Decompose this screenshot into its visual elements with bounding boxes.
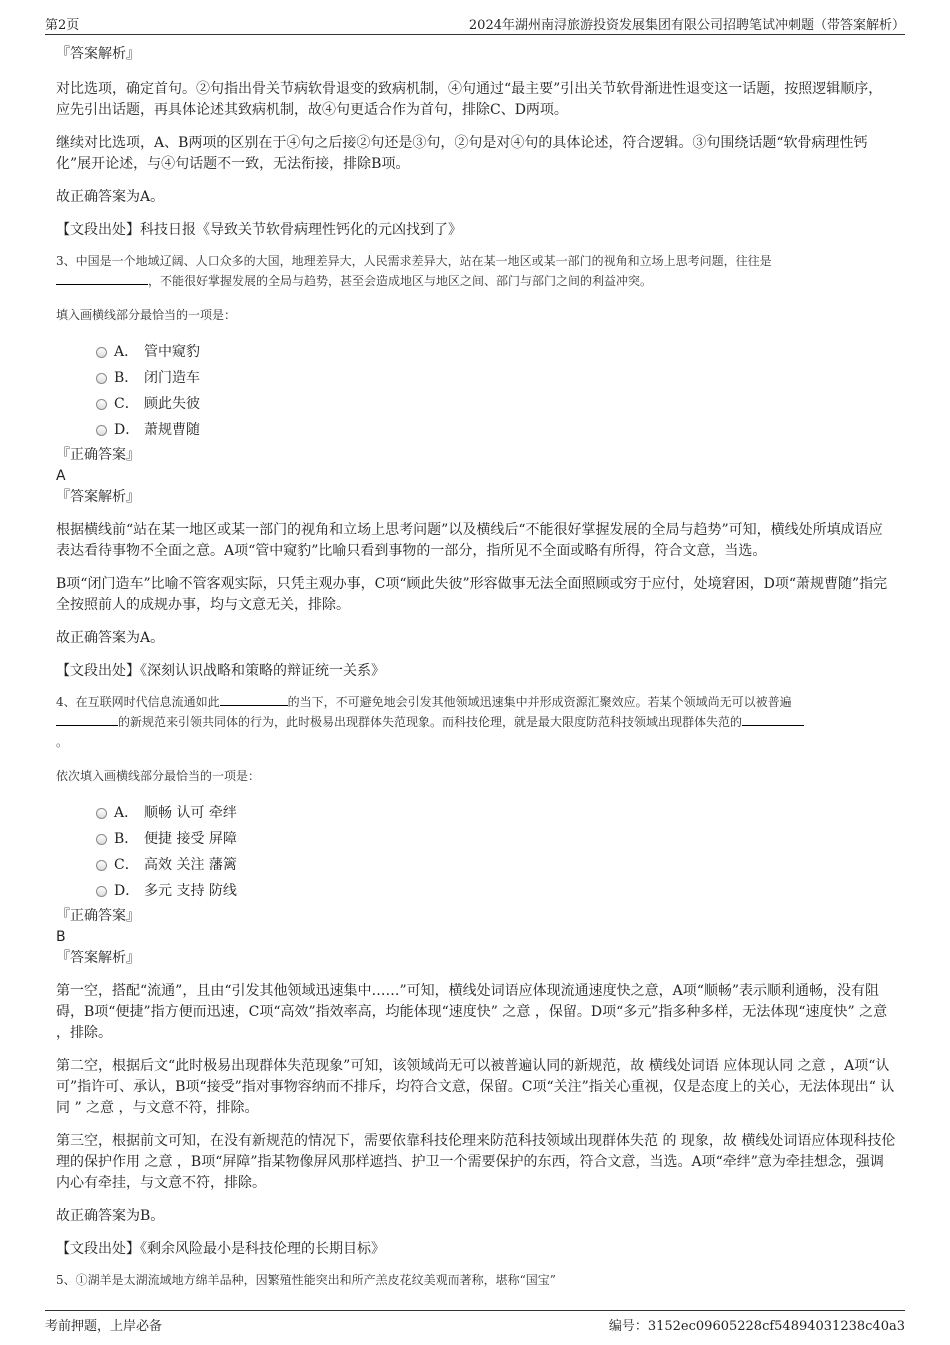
document-title: 2024年湖州南浔旅游投资发展集团有限公司招聘笔试冲刺题（带答案解析）	[468, 18, 905, 33]
option-b[interactable]: B． 闭门造车	[56, 365, 896, 391]
answer-conclusion: 故正确答案为A。	[56, 630, 165, 646]
analysis-paragraph: 对比选项，确定首句。②句指出骨关节病软骨退变的致病机制，④句通过“最主要”引出关节软骨渐进性退变这一话题，按照逻辑顺序，应先引出话题，再具体论述其致病机制，故④句更适合作为首句，排除C、D两项。	[56, 81, 883, 118]
analysis-label: 『答案解析』	[56, 950, 140, 966]
radio-icon[interactable]	[96, 808, 107, 819]
answer-conclusion: 故正确答案为A。	[56, 189, 165, 205]
page-footer	[45, 1310, 905, 1333]
answer-blank	[742, 713, 804, 726]
option-c[interactable]: C． 高效 关注 藩篱	[56, 852, 896, 878]
question-prompt: 填入画横线部分最恰当的一项是：	[56, 308, 237, 322]
source-line	[56, 220, 896, 241]
analysis-paragraph: 根据横线前“站在某一地区或某一部门的视角和立场上思考问题”以及横线后“不能很好掌握发展的全局与趋势”可知，横线处所填成语应表达看待事物不全面之意。A项“管中窥豹”比喻只看到事物的一部分，指所见不全面或略有所得，符合文意，当选。	[56, 522, 883, 559]
footer-slogan: 考前押题，上岸必备	[45, 1319, 163, 1334]
analysis-paragraph: B项“闭门造车”比喻不管客观实际，只凭主观办事，C项“顾此失彼”形容做事无法全面照顾或穷于应付，处境窘困，D项“萧规曹随”指完全按照前人的成规办事，均与文意无关，排除。	[56, 576, 888, 613]
option-b[interactable]: B． 便捷 接受 屏障	[56, 826, 896, 852]
document-id: 编号：3152ec09605228cf54894031238c40a3	[608, 1319, 905, 1334]
radio-icon[interactable]	[96, 425, 107, 436]
correct-answer-label: 『正确答案』	[56, 908, 140, 924]
analysis-paragraph: 继续对比选项，A、B两项的区别在于④句之后接②句还是③句，②句是对④句的具体论述，符合逻辑。③句围绕话题“软骨病理性钙化”展开论述，与④句话题不一致，无法衔接，排除B项。	[56, 135, 868, 172]
page-content	[56, 44, 896, 1290]
option-a[interactable]: A． 顺畅 认可 牵绊	[56, 800, 896, 826]
radio-icon[interactable]	[96, 886, 107, 897]
question-stem: 3、中国是一个地域辽阔、人口众多的大国，地理差异大，人民需求差异大，站在某一地区或某一部门的视角和立场上思考问题，往往是 ，不能很好掌握发展的全局与趋势，甚至会造成地区与地区之间、部门与部门之间的利益冲突。	[56, 254, 772, 288]
page-header	[45, 12, 905, 35]
source-text: 《深刻认识战略和策略的辩证统一关系》	[140, 663, 385, 679]
page-number: 第2页	[45, 18, 80, 33]
source-label: 【文段出处】	[56, 663, 140, 679]
option-list	[56, 339, 896, 443]
radio-icon[interactable]	[96, 347, 107, 358]
correct-answer: B	[56, 929, 66, 945]
analysis-paragraph: 第一空，搭配“流通”，且由“引发其他领域迅速集中……”可知，横线处词语应体现流通速度快之意，A项“顺畅”表示顺利通畅，没有阻碍，B项“便捷”指方便而迅速，C项“高效”指效率高，均能体现“速度快” 之意 ，保留。D项“多元”指多种多样，无法体现“速度快” 之意 ，排除。	[56, 983, 888, 1041]
answer-blank	[220, 693, 288, 706]
option-d[interactable]: D． 萧规曹随	[56, 417, 896, 443]
analysis-paragraph: 第二空，根据后文“此时极易出现群体失范现象”可知，该领域尚无可以被普遍认同的新规范，故 横线处词语 应体现认同 之意 ，A项“认可”指许可、承认，B项“接受”指对事物容纳而不排斥，均符合文意，保留。C项“关注”指关心重视，仅是态度上的关心，无法体现出“ 认同 ” 之意 ，与文意不符，排除。	[56, 1058, 895, 1116]
source-line	[56, 661, 896, 682]
answer-blank	[56, 272, 148, 285]
source-line	[56, 1239, 896, 1260]
option-d[interactable]: D． 多元 支持 防线	[56, 878, 896, 904]
source-label: 【文段出处】	[56, 222, 140, 238]
answer-blank	[56, 713, 118, 726]
analysis-label: 『答案解析』	[56, 489, 140, 505]
analysis-paragraph: 第三空，根据前文可知，在没有新规范的情况下，需要依靠科技伦理来防范科技领域出现群体失范 的 现象，故 横线处词语应体现科技伦理的保护作用 之意 ，B项“屏障”指某物像屏风那样遮挡、护卫一个需要保护的东西，符合文意，当选。A项“牵绊”意为牵挂想念，强调内心有牵挂，与文意不符，排除。	[56, 1133, 896, 1191]
source-text: 《剩余风险最小是科技伦理的长期目标》	[140, 1241, 385, 1257]
question-stem: 4、在互联网时代信息流通如此 的当下，不可避免地会引发其他领域迅速集中并形成资源汇聚效应。若某个领域尚无可以被普遍 的新规范来引领共同体的行为，此时极易出现群体失范现象。而科技伦理，就是最大限度防范科技领域出现群体失范的 。	[56, 692, 896, 752]
radio-icon[interactable]	[96, 373, 107, 384]
radio-icon[interactable]	[96, 834, 107, 845]
question-stem: 5、①湖羊是太湖流域地方绵羊品种，因繁殖性能突出和所产羔皮花纹美观而著称，堪称“国宝”	[56, 1273, 556, 1287]
radio-icon[interactable]	[96, 399, 107, 410]
answer-conclusion: 故正确答案为B。	[56, 1208, 165, 1224]
option-list	[56, 800, 896, 904]
source-text: 科技日报《导致关节软骨病理性钙化的元凶找到了》	[140, 222, 462, 238]
radio-icon[interactable]	[96, 860, 107, 871]
option-a[interactable]: A． 管中窥豹	[56, 339, 896, 365]
source-label: 【文段出处】	[56, 1241, 140, 1257]
option-c[interactable]: C． 顾此失彼	[56, 391, 896, 417]
question-prompt: 依次填入画横线部分最恰当的一项是：	[56, 769, 261, 783]
correct-answer: A	[56, 468, 66, 484]
correct-answer-label: 『正确答案』	[56, 447, 140, 463]
analysis-label: 『答案解析』	[56, 46, 140, 62]
